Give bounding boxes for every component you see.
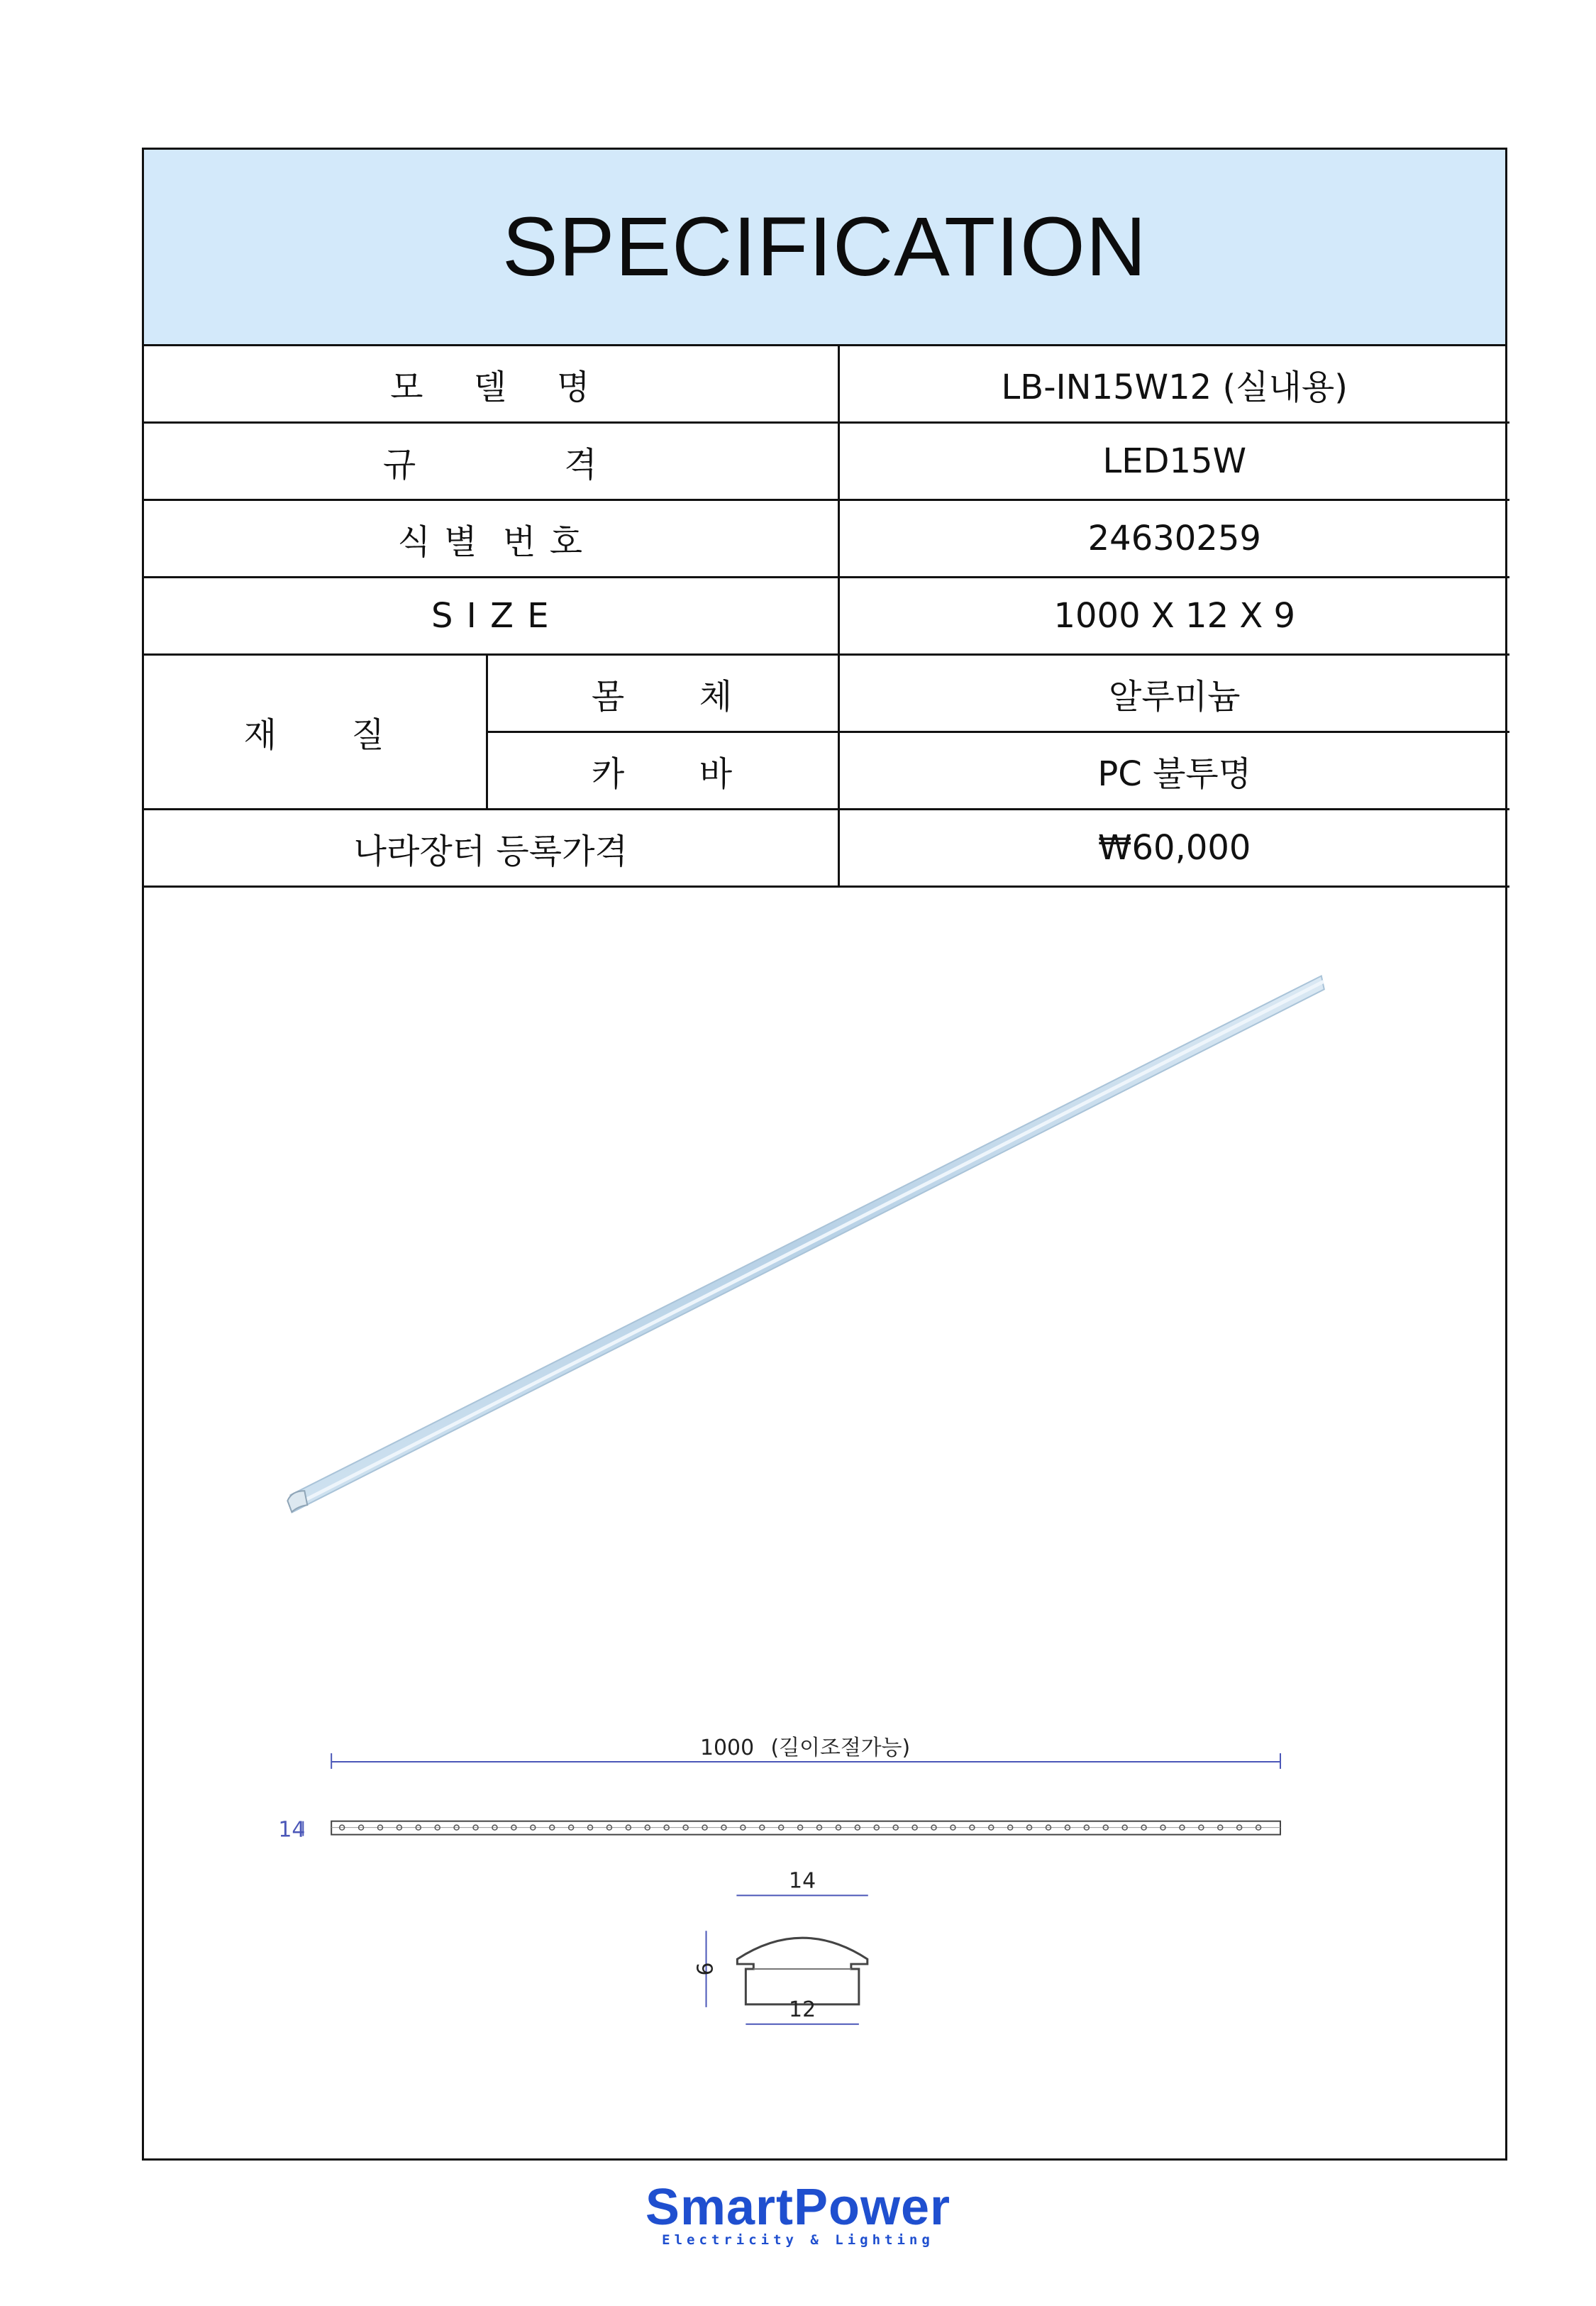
specification-sheet	[142, 148, 1507, 2161]
side-view	[278, 1818, 1280, 1843]
table-row	[144, 423, 1509, 500]
section-bottom-width: 12	[789, 1997, 816, 2022]
table-row	[144, 578, 1509, 655]
brand-name: SmartPower	[645, 2179, 951, 2236]
id-label: 식 별 번 호	[144, 500, 838, 578]
product-image	[287, 976, 1324, 1512]
table-row	[144, 346, 1509, 423]
section-height: 9	[691, 1962, 716, 1976]
table-row	[144, 655, 1509, 732]
length-value: 1000	[700, 1735, 755, 1760]
body-label: 몸 체	[487, 655, 838, 732]
length-dimension	[331, 1736, 1280, 1769]
brand-tagline: Electricity & Lighting	[662, 2232, 934, 2248]
brand-logo	[0, 2178, 1596, 2248]
section-top-width: 14	[789, 1868, 816, 1894]
material-label: 재 질	[144, 655, 487, 810]
model-value: LB-IN15W12 (실내용)	[838, 346, 1509, 423]
spec-label: 규 격	[144, 423, 838, 500]
model-label: 모 델 명	[144, 346, 838, 423]
cover-value: PC 불투명	[838, 732, 1509, 810]
id-value: 24630259	[838, 500, 1509, 578]
title-band	[144, 150, 1505, 346]
spec-table	[144, 346, 1509, 888]
table-row	[144, 810, 1509, 887]
body-value: 알루미늄	[838, 655, 1509, 732]
price-label: 나라장터 등록가격	[144, 810, 838, 887]
side-height-label: 14	[278, 1817, 306, 1843]
svg-text:1000 (길이조절가능)	[700, 1736, 910, 1760]
length-note: (길이조절가능)	[770, 1735, 911, 1760]
cross-section	[692, 1868, 868, 2024]
cover-label: 카 바	[487, 732, 838, 810]
size-label: S I Z E	[144, 578, 838, 655]
spec-value: LED15W	[838, 423, 1509, 500]
size-value: 1000 X 12 X 9	[838, 578, 1509, 655]
product-drawing	[144, 892, 1505, 2158]
price-value: ₩60,000	[838, 810, 1509, 887]
table-row	[144, 500, 1509, 578]
page-title: SPECIFICATION	[501, 200, 1147, 294]
